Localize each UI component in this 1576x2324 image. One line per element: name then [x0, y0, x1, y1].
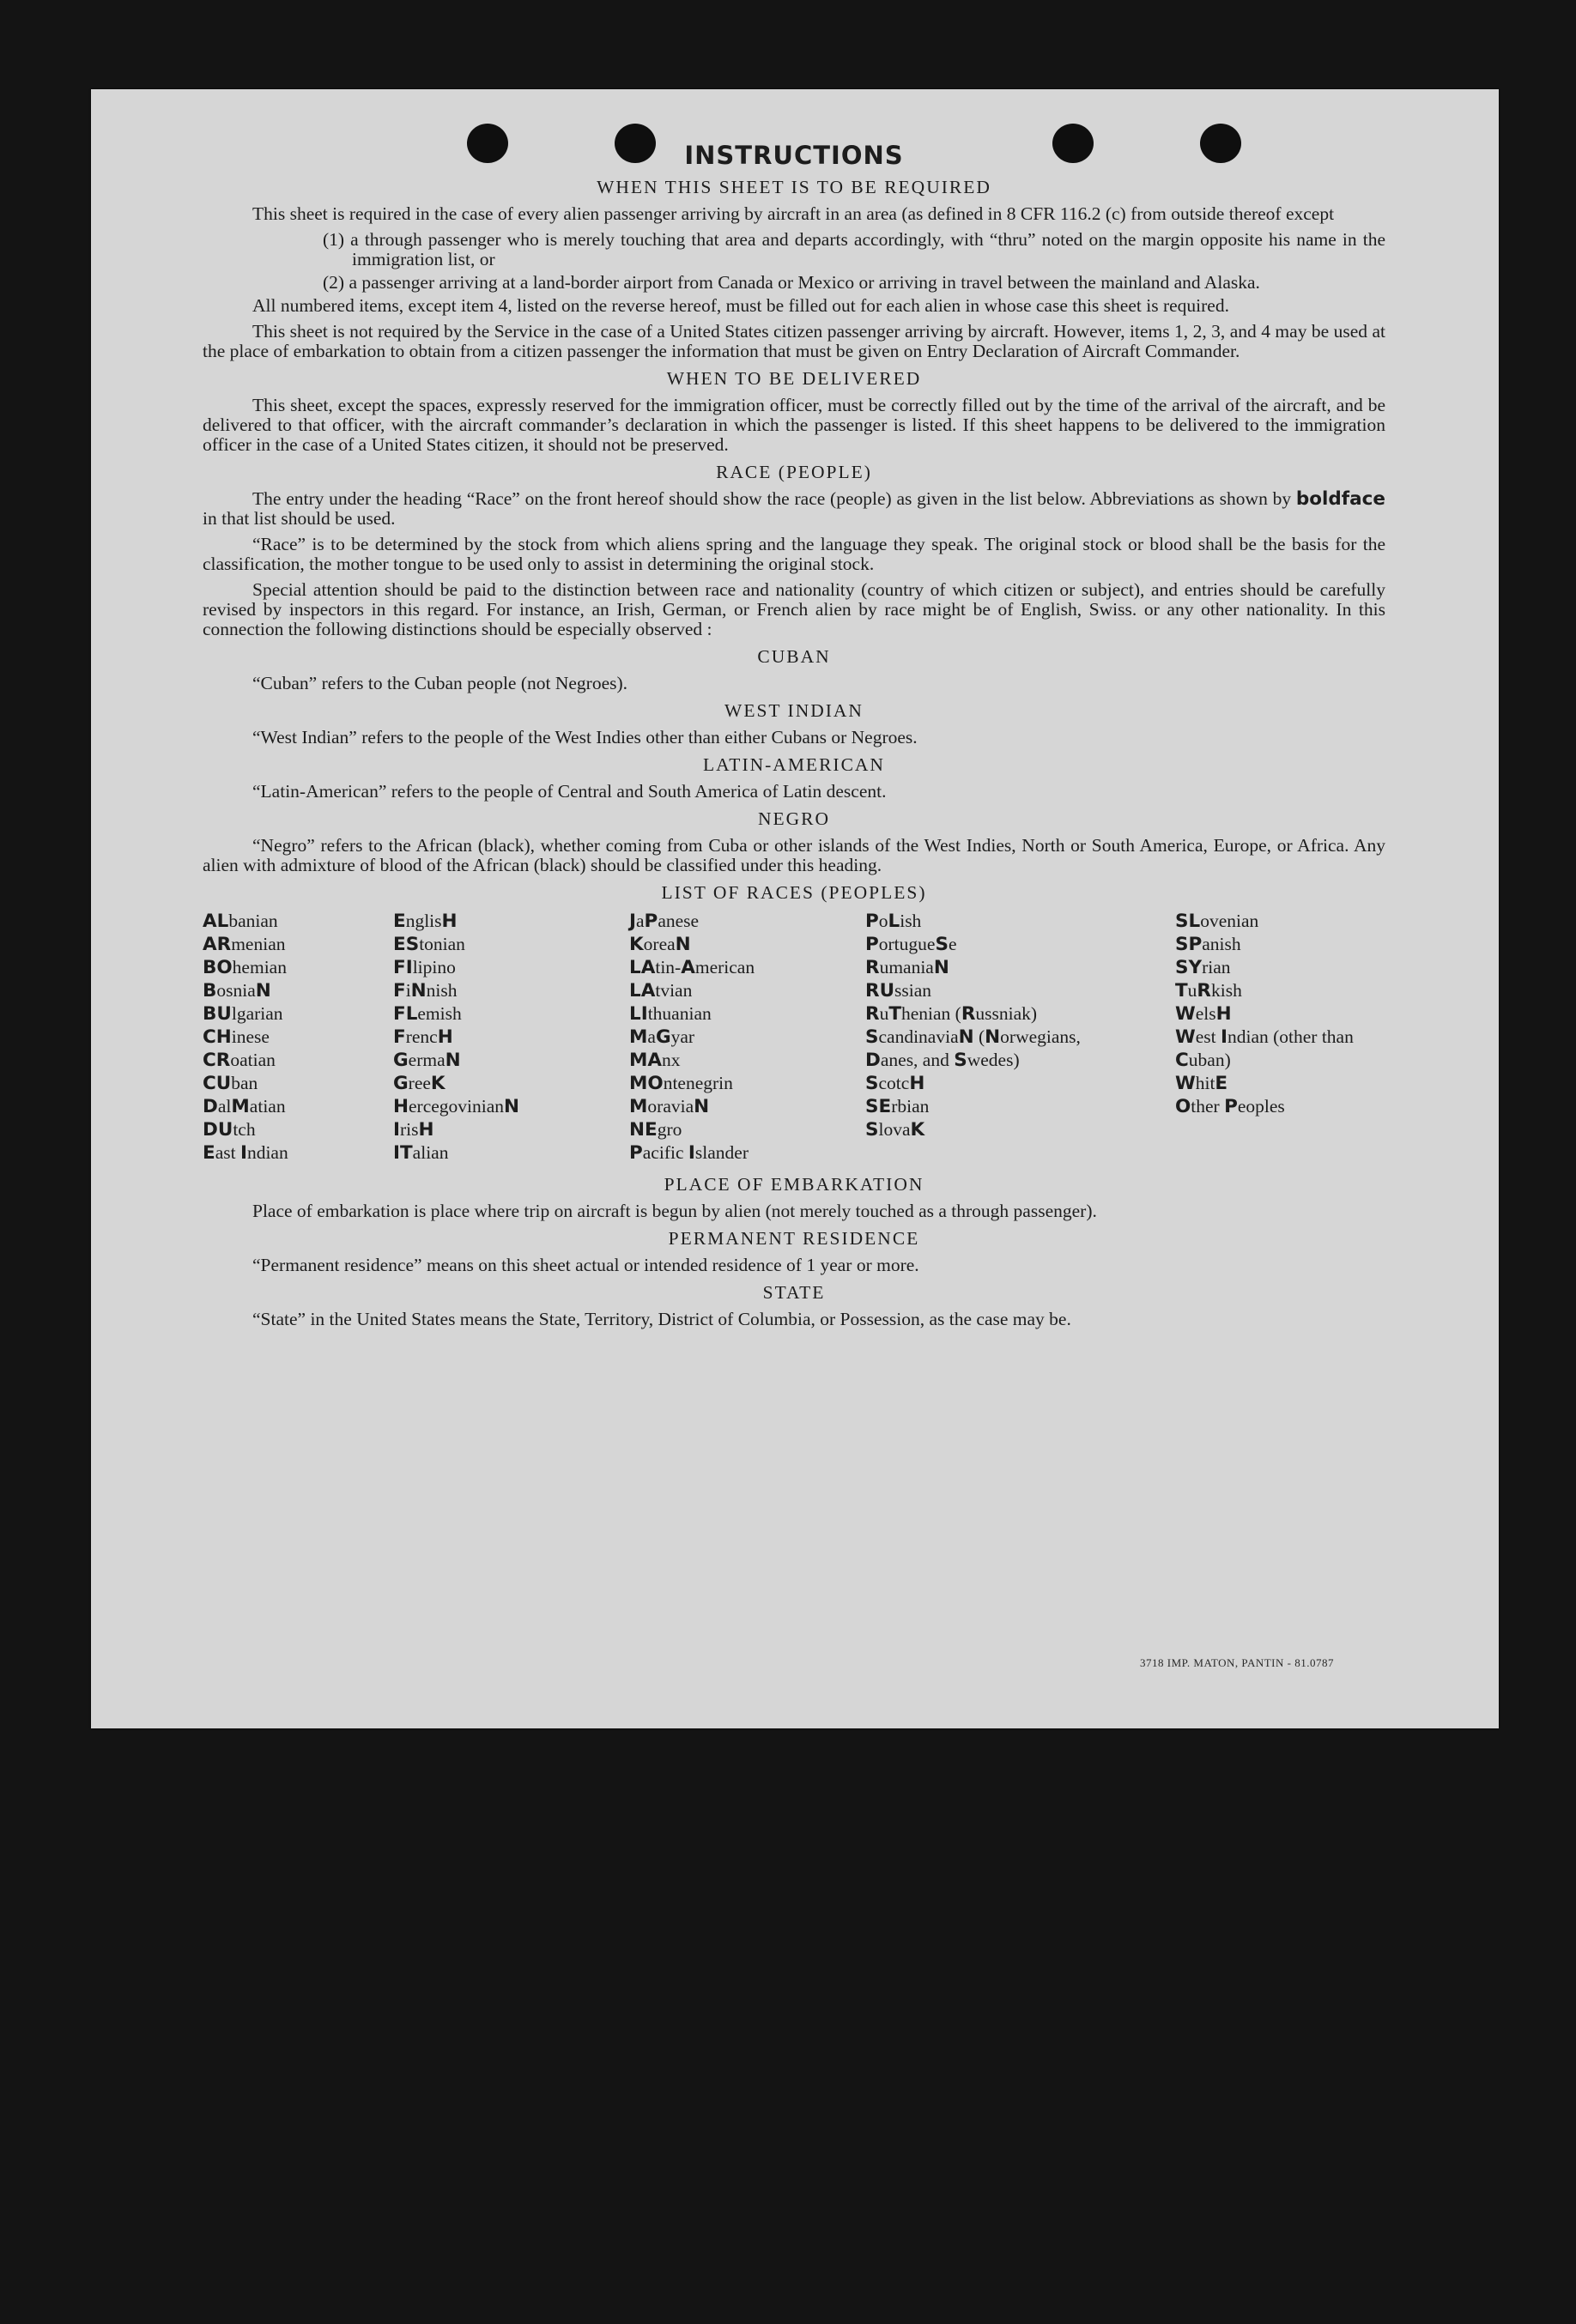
race-entry: RuThenian (Russniak) — [865, 1003, 1038, 1025]
race-entry: DalMatian — [203, 1096, 286, 1117]
section-heading-residence: PERMANENT RESIDENCE — [668, 1228, 920, 1249]
section-heading-west-indian: WEST INDIAN — [724, 700, 864, 721]
section-heading-when-delivered: WHEN TO BE DELIVERED — [666, 368, 922, 389]
section-heading-race: RACE (PEOPLE) — [716, 462, 872, 482]
race-entry: HercegovinianN — [393, 1096, 520, 1117]
race-entry: SYrian — [1175, 957, 1231, 978]
race-entry: JaPanese — [629, 911, 700, 932]
document-page — [91, 89, 1499, 1728]
race-entry: PortugueSe — [865, 934, 957, 955]
paragraph: “West Indian” refers to the people of the West Indies other than either Cubans or Negroes. — [252, 727, 918, 747]
races-column — [865, 910, 1114, 1141]
paragraph: This sheet is required in the case of every alien passenger arriving by aircraft in an area (as defined in 8 CFR 116.2 (c) from outside thereof except — [252, 203, 1335, 224]
race-entry: BosniaN — [203, 980, 271, 1002]
race-entry: SLovenian — [1175, 911, 1259, 932]
race-entry: EStonian — [393, 934, 465, 955]
race-entry: LAtvian — [629, 980, 693, 1002]
race-entry: PoLish — [865, 911, 922, 932]
races-list — [203, 910, 1385, 1167]
race-entry: ITalian — [393, 1142, 449, 1164]
race-entry: MoraviaN — [629, 1096, 710, 1117]
race-entry: GreeK — [393, 1073, 446, 1094]
race-entry: DUtch — [203, 1119, 256, 1141]
race-entry: East Indian — [203, 1142, 288, 1164]
list-item: (2) a passenger arriving at a land-border airport from Canada or Mexico or arriving in travel between the mainland and Alaska. — [323, 272, 1260, 293]
paragraph-race-entry — [203, 489, 1385, 529]
paragraph: All numbered items, except item 4, listed on the reverse hereof, must be filled out for each alien in whose case this sheet is required. — [252, 295, 1229, 316]
races-column — [1175, 910, 1390, 1118]
list-item: (1) a through passenger who is merely touching that area and departs accordingly, with “thru” noted on the margin opposite his name in the immigration list, or — [323, 229, 1385, 269]
text: in that list should be used. — [203, 508, 396, 529]
race-entry: CUban — [203, 1073, 258, 1094]
race-entry: CHinese — [203, 1026, 270, 1048]
races-column — [629, 910, 861, 1165]
race-entry: FIlipino — [393, 957, 456, 978]
section-heading-cuban: CUBAN — [757, 646, 831, 667]
races-column — [393, 910, 616, 1165]
race-entry: FrencH — [393, 1026, 453, 1048]
paragraph: Special attention should be paid to the distinction between race and nationality (country of which citizen or subject), and entries should be carefully revised by inspectors in this regard. For instance, an Irish, German, or French alien by race might be of English, Swiss. or any other nationality. In this connection the following distinctions should be especially observed : — [203, 579, 1385, 639]
race-entry: CRoatian — [203, 1050, 276, 1071]
section-heading-state: STATE — [762, 1282, 826, 1303]
paragraph: “Race” is to be determined by the stock from which aliens spring and the language they speak. The original stock or blood shall be the basis for the classification, the mother tongue to be used only to assist in determining the original stock. — [203, 534, 1385, 574]
race-entry: LIthuanian — [629, 1003, 712, 1025]
race-entry: Other Peoples — [1175, 1096, 1285, 1117]
paragraph: “Negro” refers to the African (black), whether coming from Cuba or other islands of the West Indies, North or South America, Europe, or Africa. Any alien with admixture of blood of the African (black) should be classified under this heading. — [203, 835, 1385, 875]
race-entry: SlovaK — [865, 1119, 925, 1141]
race-entry: BUlgarian — [203, 1003, 283, 1025]
race-entry: EnglisH — [393, 911, 458, 932]
race-entry: WhitE — [1175, 1073, 1228, 1094]
race-entry: BOhemian — [203, 957, 287, 978]
paragraph: “Latin-American” refers to the people of Central and South America of Latin descent. — [252, 781, 887, 802]
boldface-word: boldface — [1295, 488, 1385, 510]
paragraph: This sheet is not required by the Service in the case of a United States citizen passenger arriving by aircraft. However, items 1, 2, 3, and 4 may be used at the place of embarkation to obtain from a citizen passenger the information that must be given on Entry Declaration of Aircraft Commander. — [203, 321, 1385, 361]
race-entry: SPanish — [1175, 934, 1241, 955]
race-entry: RumaniaN — [865, 957, 949, 978]
section-heading-embarkation: PLACE OF EMBARKATION — [664, 1174, 924, 1195]
printer-mark: 3718 IMP. MATON, PANTIN - 81.0787 — [1140, 1656, 1334, 1669]
race-entry: GermaN — [393, 1050, 461, 1071]
race-entry: LAtin-American — [629, 957, 755, 978]
race-entry: MaGyar — [629, 1026, 695, 1048]
race-entry: RUssian — [865, 980, 932, 1002]
paragraph: “Permanent residence” means on this sheet actual or intended residence of 1 year or more. — [252, 1255, 919, 1275]
race-entry: Pacific Islander — [629, 1142, 749, 1164]
race-entry: IrisH — [393, 1119, 434, 1141]
section-heading-negro: NEGRO — [757, 808, 831, 829]
section-heading-list-of-races: LIST OF RACES (PEOPLES) — [661, 882, 927, 903]
instructions-content — [203, 141, 1385, 1335]
race-entry: FLemish — [393, 1003, 462, 1025]
race-entry: MAnx — [629, 1050, 681, 1071]
paragraph: “Cuban” refers to the Cuban people (not Negroes). — [252, 673, 628, 693]
race-entry: KoreaN — [629, 934, 691, 955]
paragraph: This sheet, except the spaces, expressly reserved for the immigration officer, must be correctly filled out by the time of the arrival of the aircraft, and be delivered to that officer, with the aircraft commander’s declaration in which the passenger is listed. If this sheet happens to be delivered to the immigration officer in the case of a United States citizen, it should not be preserved. — [203, 395, 1385, 455]
race-entry: NEgro — [629, 1119, 682, 1141]
section-heading-latin-american: LATIN-AMERICAN — [703, 754, 885, 775]
race-entry: ScotcH — [865, 1073, 925, 1094]
race-entry: ARmenian — [203, 934, 286, 955]
paragraph: Place of embarkation is place where trip on aircraft is begun by alien (not merely touched as a through passenger). — [252, 1201, 1097, 1221]
race-entry: MOntenegrin — [629, 1073, 733, 1094]
race-entry: SErbian — [865, 1096, 930, 1117]
page-title: INSTRUCTIONS — [684, 141, 904, 170]
section-heading-when-required: WHEN THIS SHEET IS TO BE REQUIRED — [597, 177, 991, 197]
race-entry: ALbanian — [203, 911, 278, 932]
race-entry: TuRkish — [1175, 980, 1242, 1002]
paragraph: “State” in the United States means the State, Territory, District of Columbia, or Possession, as the case may be. — [252, 1309, 1071, 1329]
race-entry: FiNnish — [393, 980, 458, 1002]
race-entry: WelsH — [1175, 1003, 1232, 1025]
race-entry: ScandinaviaN (Norwegians, Danes, and Swedes) — [865, 1026, 1081, 1071]
races-column — [203, 910, 383, 1165]
race-entry: West Indian (other than Cuban) — [1175, 1026, 1354, 1071]
text: The entry under the heading “Race” on the front hereof should show the race (people) as given in the list below. Abbreviations as shown by — [252, 488, 1292, 509]
